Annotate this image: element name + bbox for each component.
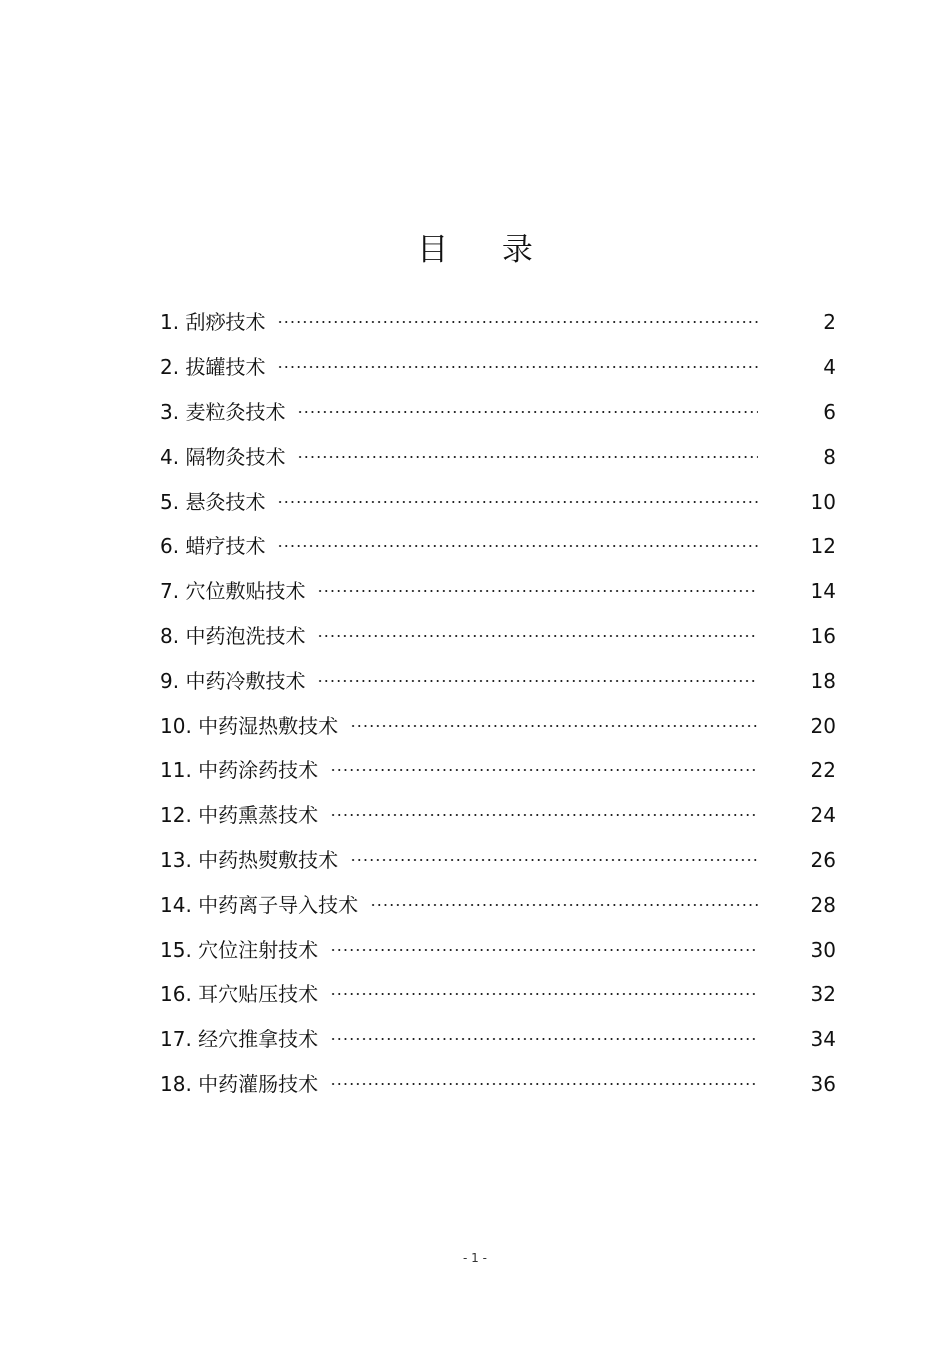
toc-entry-label: 18. 中药灌肠技术 xyxy=(160,1071,319,1096)
toc-entry[interactable] xyxy=(160,390,836,435)
toc-entry-page: 10 xyxy=(810,489,836,514)
toc-entry-page: 30 xyxy=(810,937,836,962)
toc-entry-label: 12. 中药熏蒸技术 xyxy=(160,803,319,828)
toc-entry-label: 15. 穴位注射技术 xyxy=(160,937,319,962)
toc-entry-page: 36 xyxy=(810,1071,836,1096)
toc-entry-label: 8. 中药泡洗技术 xyxy=(160,623,306,648)
toc-entry-label: 6. 蜡疗技术 xyxy=(160,534,266,559)
toc-entry-page: 22 xyxy=(810,758,836,783)
toc-entry-page: 26 xyxy=(810,847,836,872)
toc-entry[interactable] xyxy=(160,703,836,748)
toc-entry-page: 32 xyxy=(810,982,836,1007)
toc-entry-page: 34 xyxy=(810,1027,836,1052)
toc-entry-label: 10. 中药湿热敷技术 xyxy=(160,713,339,738)
toc-entry-label: 1. 刮痧技术 xyxy=(160,310,266,335)
toc-entry-label: 2. 拔罐技术 xyxy=(160,355,266,380)
toc-entry[interactable] xyxy=(160,793,836,838)
dot-leader xyxy=(297,411,758,413)
toc-entry[interactable] xyxy=(160,927,836,972)
dot-leader xyxy=(297,456,758,458)
toc-entry-label: 16. 耳穴贴压技术 xyxy=(160,982,319,1007)
toc-entry[interactable] xyxy=(160,479,836,524)
dot-leader xyxy=(330,814,758,816)
dot-leader xyxy=(350,725,758,727)
toc-entry-page: 4 xyxy=(823,355,836,380)
toc-entry[interactable] xyxy=(160,1062,836,1107)
table-of-contents xyxy=(160,300,836,1106)
toc-entry-label: 11. 中药涂药技术 xyxy=(160,758,319,783)
dot-leader xyxy=(317,590,758,592)
toc-entry[interactable] xyxy=(160,658,836,703)
toc-entry[interactable] xyxy=(160,434,836,479)
page-title: 目 录 xyxy=(417,232,555,268)
toc-entry-page: 6 xyxy=(823,399,836,424)
dot-leader xyxy=(330,949,758,951)
dot-leader xyxy=(330,1083,758,1085)
dot-leader xyxy=(370,904,758,906)
dot-leader xyxy=(317,635,758,637)
dot-leader xyxy=(317,680,758,682)
toc-entry-label: 9. 中药冷敷技术 xyxy=(160,668,306,693)
toc-entry[interactable] xyxy=(160,614,836,659)
dot-leader xyxy=(330,1038,758,1040)
toc-entry-label: 17. 经穴推拿技术 xyxy=(160,1027,319,1052)
toc-entry[interactable] xyxy=(160,569,836,614)
toc-entry-page: 20 xyxy=(810,713,836,738)
dot-leader xyxy=(277,321,758,323)
toc-entry-label: 5. 悬灸技术 xyxy=(160,489,266,514)
page-number-footer: - 1 - xyxy=(463,1251,487,1265)
dot-leader xyxy=(277,366,758,368)
dot-leader xyxy=(277,545,758,547)
toc-entry[interactable] xyxy=(160,882,836,927)
toc-entry[interactable] xyxy=(160,300,836,345)
toc-entry-page: 16 xyxy=(810,623,836,648)
toc-entry[interactable] xyxy=(160,345,836,390)
toc-entry-page: 8 xyxy=(823,444,836,469)
dot-leader xyxy=(330,769,758,771)
dot-leader xyxy=(350,859,758,861)
toc-entry-page: 2 xyxy=(823,310,836,335)
toc-entry[interactable] xyxy=(160,838,836,883)
toc-entry-page: 14 xyxy=(810,579,836,604)
dot-leader xyxy=(277,501,758,503)
toc-entry-page: 28 xyxy=(810,892,836,917)
toc-entry-page: 24 xyxy=(810,803,836,828)
toc-entry-label: 4. 隔物灸技术 xyxy=(160,444,286,469)
toc-entry[interactable] xyxy=(160,972,836,1017)
toc-entry-label: 7. 穴位敷贴技术 xyxy=(160,579,306,604)
toc-entry-label: 14. 中药离子导入技术 xyxy=(160,892,359,917)
toc-entry[interactable] xyxy=(160,748,836,793)
toc-entry-page: 18 xyxy=(810,668,836,693)
toc-entry[interactable] xyxy=(160,524,836,569)
toc-entry-page: 12 xyxy=(810,534,836,559)
dot-leader xyxy=(330,993,758,995)
toc-entry[interactable] xyxy=(160,1017,836,1062)
toc-entry-label: 13. 中药热熨敷技术 xyxy=(160,847,339,872)
toc-entry-label: 3. 麦粒灸技术 xyxy=(160,399,286,424)
